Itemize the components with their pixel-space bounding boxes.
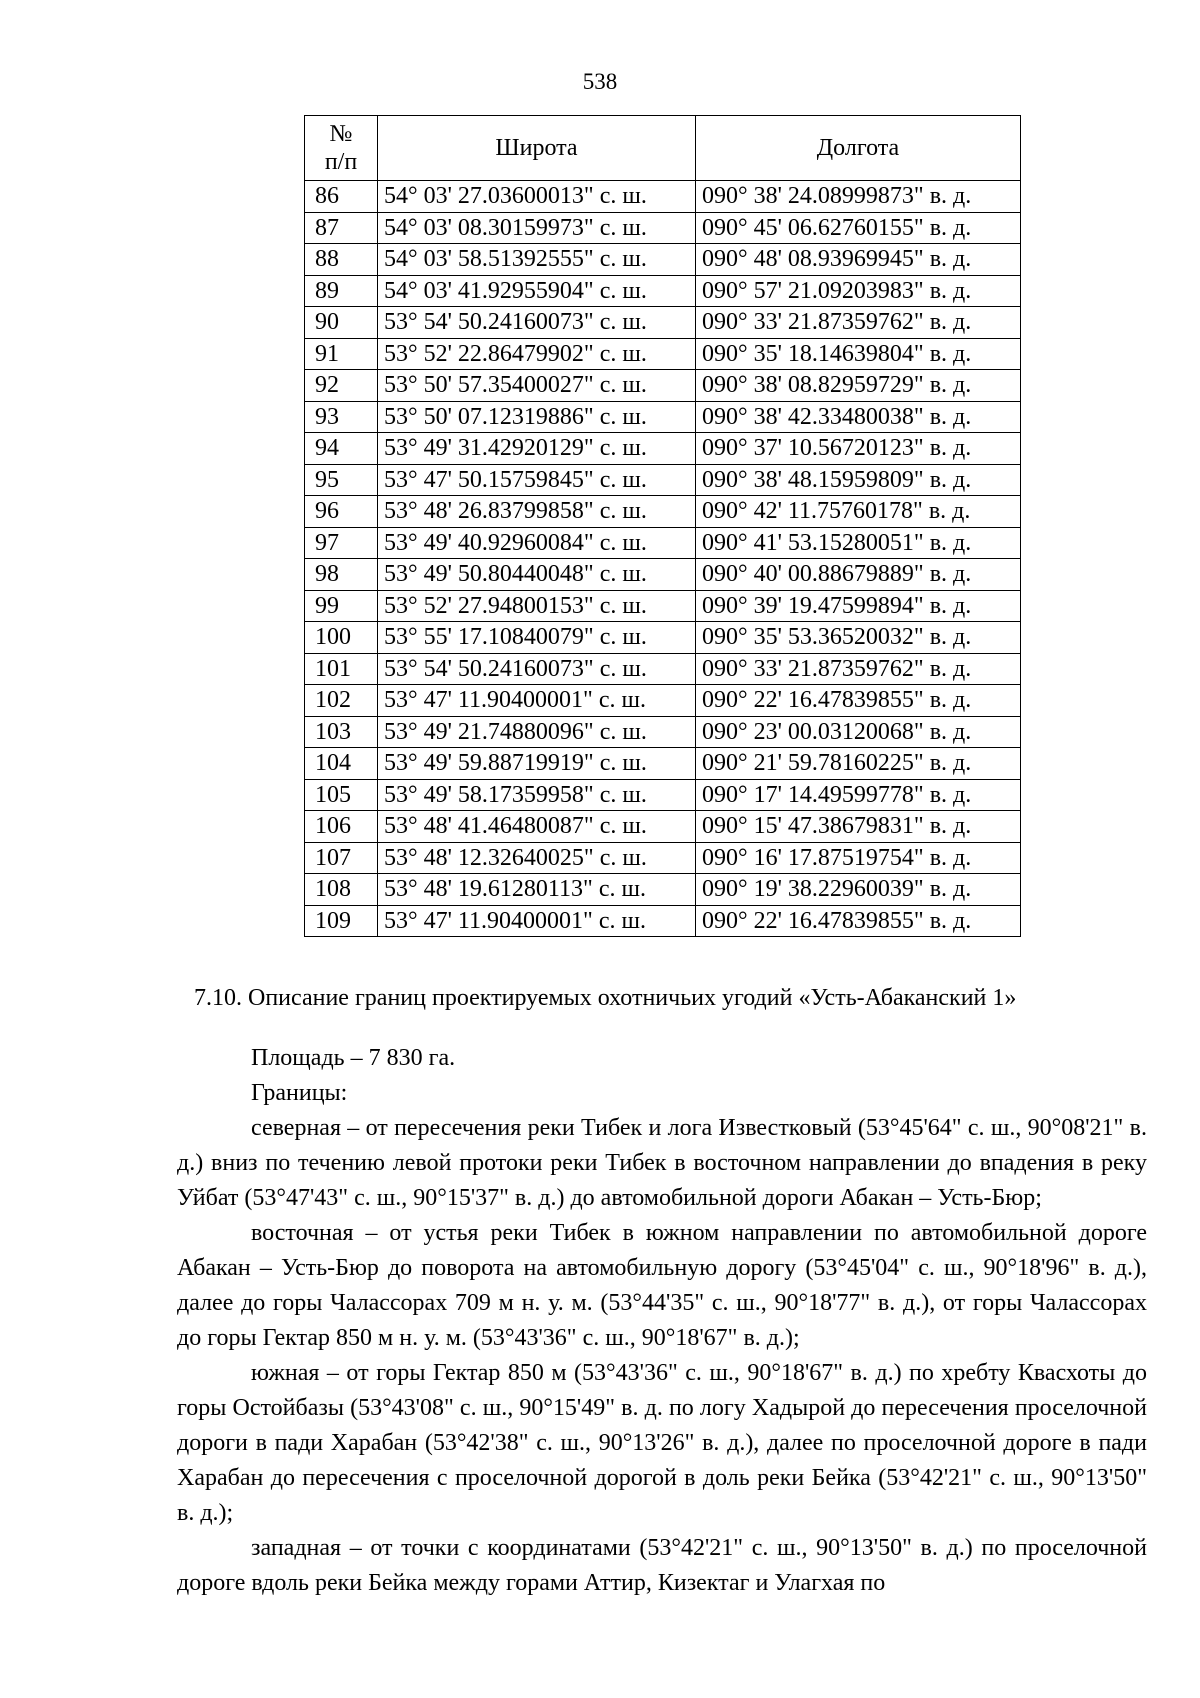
row-number: 97	[305, 527, 378, 559]
row-longitude: 090° 48' 08.93969945" в. д.	[696, 244, 1021, 276]
east-border-paragraph: восточная – от устья реки Тибек в южном направлении по автомобильной дороге Абакан – Усть-Бюр до поворота на автомобильную дорогу (53°45'04" с. ш., 90°18'96" в. д.), далее до горы Чалассорах 709 м н. у. м. (53°44'35" с. ш., 90°18'77" в. д.), от горы Чалассорах до горы Гектар 850 м н. у. м. (53°43'36" с. ш., 90°18'67" в. д.);	[177, 1220, 1147, 1351]
row-latitude: 53° 47' 11.90400001" с. ш.	[378, 685, 696, 717]
row-latitude: 54° 03' 08.30159973" с. ш.	[378, 212, 696, 244]
row-latitude: 53° 52' 27.94800153" с. ш.	[378, 590, 696, 622]
row-number: 93	[305, 401, 378, 433]
row-longitude: 090° 37' 10.56720123" в. д.	[696, 433, 1021, 465]
row-latitude: 53° 54' 50.24160073" с. ш.	[378, 307, 696, 339]
table-row	[305, 559, 1021, 591]
page-number: 538	[582, 69, 618, 94]
row-longitude: 090° 17' 14.49599778" в. д.	[696, 779, 1021, 811]
row-latitude: 53° 52' 22.86479902" с. ш.	[378, 338, 696, 370]
table-row	[305, 590, 1021, 622]
table-row	[305, 401, 1021, 433]
row-latitude: 53° 49' 58.17359958" с. ш.	[378, 779, 696, 811]
table-row	[305, 307, 1021, 339]
row-number: 94	[305, 433, 378, 465]
west-border-paragraph: западная – от точки с координатами (53°42'21" с. ш., 90°13'50" в. д.) по проселочной дороге вдоль реки Бейка между горами Аттир, Кизектаг и Улагхая по	[177, 1535, 1147, 1596]
south-border-paragraph: южная – от горы Гектар 850 м (53°43'36" с. ш., 90°18'67" в. д.) по хребту Квасхоты до горы Остойбазы (53°43'08" с. ш., 90°15'49" в. д. по логу Хадырой до пересечения проселочной дороги в пади Харабан (53°42'38" с. ш., 90°13'26" в. д.), далее по проселочной дороге в пади Харабан до пересечения с проселочной дорогой в доль реки Бейка (53°42'21" с. ш., 90°13'50" в. д.);	[177, 1360, 1147, 1526]
row-longitude: 090° 39' 19.47599894" в. д.	[696, 590, 1021, 622]
row-latitude: 53° 54' 50.24160073" с. ш.	[378, 653, 696, 685]
row-number: 87	[305, 212, 378, 244]
row-latitude: 53° 55' 17.10840079" с. ш.	[378, 622, 696, 654]
row-number: 89	[305, 275, 378, 307]
row-number: 95	[305, 464, 378, 496]
row-latitude: 54° 03' 27.03600013" с. ш.	[378, 181, 696, 213]
row-number: 98	[305, 559, 378, 591]
row-number: 108	[305, 874, 378, 906]
row-longitude: 090° 33' 21.87359762" в. д.	[696, 653, 1021, 685]
area-line: Площадь – 7 830 га.	[251, 1045, 456, 1071]
row-latitude: 53° 47' 50.15759845" с. ш.	[378, 464, 696, 496]
row-number: 107	[305, 842, 378, 874]
row-longitude: 090° 23' 00.03120068" в. д.	[696, 716, 1021, 748]
row-longitude: 090° 42' 11.75760178" в. д.	[696, 496, 1021, 528]
header-number	[305, 116, 378, 181]
row-latitude: 53° 50' 57.35400027" с. ш.	[378, 370, 696, 402]
row-latitude: 53° 49' 21.74880096" с. ш.	[378, 716, 696, 748]
table-row	[305, 905, 1021, 937]
row-longitude: 090° 38' 48.15959809" в. д.	[696, 464, 1021, 496]
row-number: 90	[305, 307, 378, 339]
row-number: 96	[305, 496, 378, 528]
table-row	[305, 433, 1021, 465]
section-heading: 7.10. Описание границ проектируемых охотничьих угодий «Усть-Абаканский 1»	[194, 985, 1017, 1011]
header-number-abbr: п/п	[324, 149, 358, 175]
row-latitude: 53° 50' 07.12319886" с. ш.	[378, 401, 696, 433]
row-longitude: 090° 19' 38.22960039" в. д.	[696, 874, 1021, 906]
table-row	[305, 842, 1021, 874]
row-longitude: 090° 57' 21.09203983" в. д.	[696, 275, 1021, 307]
row-longitude: 090° 38' 24.08999873" в. д.	[696, 181, 1021, 213]
row-number: 88	[305, 244, 378, 276]
row-number: 101	[305, 653, 378, 685]
row-latitude: 53° 47' 11.90400001" с. ш.	[378, 905, 696, 937]
table-body	[305, 181, 1021, 937]
row-longitude: 090° 41' 53.15280051" в. д.	[696, 527, 1021, 559]
row-longitude: 090° 35' 18.14639804" в. д.	[696, 338, 1021, 370]
table-row	[305, 716, 1021, 748]
row-longitude: 090° 38' 42.33480038" в. д.	[696, 401, 1021, 433]
row-number: 86	[305, 181, 378, 213]
north-border-paragraph: северная – от пересечения реки Тибек и лога Известковый (53°45'64" с. ш., 90°08'21" в. д.) вниз по течению левой протоки реки Тибек в восточном направлении до впадения в реку Уйбат (53°47'43" с. ш., 90°15'37" в. д.) до автомобильной дороги Абакан – Усть-Бюр;	[177, 1115, 1147, 1211]
row-longitude: 090° 22' 16.47839855" в. д.	[696, 685, 1021, 717]
row-number: 99	[305, 590, 378, 622]
table-row	[305, 464, 1021, 496]
table-row	[305, 811, 1021, 843]
table-row	[305, 779, 1021, 811]
row-latitude: 53° 48' 19.61280113" с. ш.	[378, 874, 696, 906]
row-latitude: 54° 03' 41.92955904" с. ш.	[378, 275, 696, 307]
row-latitude: 53° 48' 26.83799858" с. ш.	[378, 496, 696, 528]
table-row	[305, 622, 1021, 654]
table-row	[305, 338, 1021, 370]
table-row	[305, 181, 1021, 213]
table-row	[305, 496, 1021, 528]
row-longitude: 090° 40' 00.88679889" в. д.	[696, 559, 1021, 591]
row-latitude: 53° 48' 41.46480087" с. ш.	[378, 811, 696, 843]
row-longitude: 090° 15' 47.38679831" в. д.	[696, 811, 1021, 843]
row-longitude: 090° 35' 53.36520032" в. д.	[696, 622, 1021, 654]
table-row	[305, 748, 1021, 780]
row-longitude: 090° 38' 08.82959729" в. д.	[696, 370, 1021, 402]
header-number-sign: №	[329, 121, 353, 147]
table-header-row	[305, 116, 1021, 181]
row-number: 109	[305, 905, 378, 937]
row-latitude: 53° 49' 31.42920129" с. ш.	[378, 433, 696, 465]
row-number: 103	[305, 716, 378, 748]
row-number: 102	[305, 685, 378, 717]
row-latitude: 54° 03' 58.51392555" с. ш.	[378, 244, 696, 276]
row-number: 106	[305, 811, 378, 843]
header-latitude: Широта	[378, 116, 696, 181]
table-row	[305, 874, 1021, 906]
row-longitude: 090° 22' 16.47839855" в. д.	[696, 905, 1021, 937]
row-latitude: 53° 49' 50.80440048" с. ш.	[378, 559, 696, 591]
row-latitude: 53° 49' 40.92960084" с. ш.	[378, 527, 696, 559]
borders-label: Границы:	[251, 1080, 348, 1106]
table-row	[305, 275, 1021, 307]
table-row	[305, 653, 1021, 685]
row-number: 92	[305, 370, 378, 402]
row-longitude: 090° 21' 59.78160225" в. д.	[696, 748, 1021, 780]
table-row	[305, 370, 1021, 402]
row-latitude: 53° 48' 12.32640025" с. ш.	[378, 842, 696, 874]
coordinates-table	[304, 115, 1021, 937]
row-latitude: 53° 49' 59.88719919" с. ш.	[378, 748, 696, 780]
table-row	[305, 685, 1021, 717]
table-row	[305, 527, 1021, 559]
header-longitude: Долгота	[696, 116, 1021, 181]
table-row	[305, 244, 1021, 276]
row-longitude: 090° 33' 21.87359762" в. д.	[696, 307, 1021, 339]
row-number: 105	[305, 779, 378, 811]
row-number: 91	[305, 338, 378, 370]
row-longitude: 090° 16' 17.87519754" в. д.	[696, 842, 1021, 874]
section-body	[177, 1041, 1147, 1601]
table-row	[305, 212, 1021, 244]
row-number: 100	[305, 622, 378, 654]
row-number: 104	[305, 748, 378, 780]
row-longitude: 090° 45' 06.62760155" в. д.	[696, 212, 1021, 244]
